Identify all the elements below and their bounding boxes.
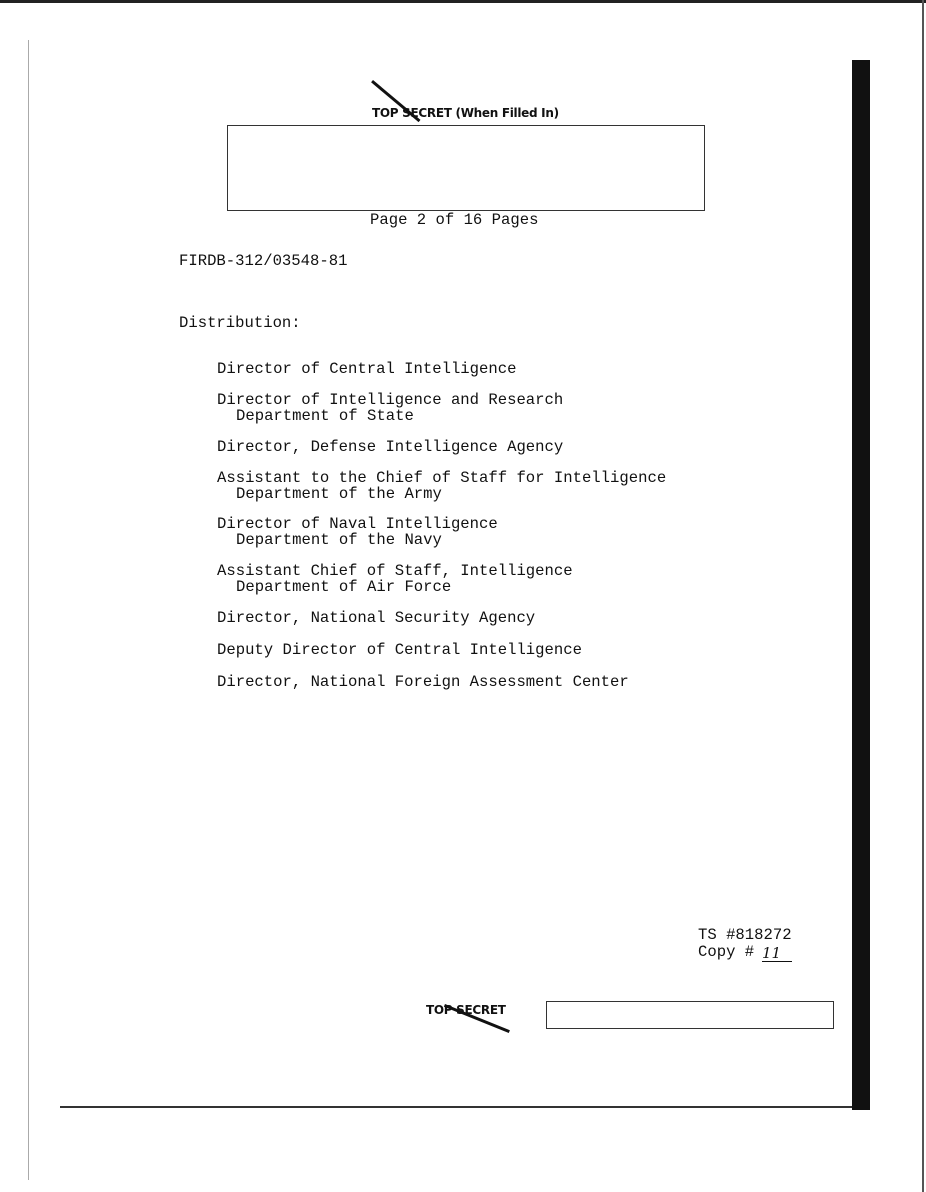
- distribution-entry: Director of Naval Intelligence: [217, 515, 498, 533]
- footer-classification: TOP SECRET: [426, 1003, 506, 1017]
- distribution-entry: Director of Central Intelligence: [217, 360, 517, 378]
- distribution-entry: Director, National Security Agency: [217, 609, 536, 627]
- distribution-entry: Assistant Chief of Staff, Intelligence: [217, 562, 573, 580]
- distribution-entry-sub: Department of Air Force: [236, 578, 452, 596]
- ts-number: TS #818272: [698, 926, 792, 944]
- scan-bottom-line: [60, 1106, 852, 1108]
- scan-top-border: [0, 0, 926, 3]
- distribution-entry: Director, National Foreign Assessment Center: [217, 673, 629, 691]
- distribution-label: Distribution:: [179, 314, 301, 332]
- document-id: FIRDB-312/03548-81: [179, 252, 348, 270]
- distribution-entry: Director of Intelligence and Research: [217, 391, 564, 409]
- page-indicator: Page 2 of 16 Pages: [370, 211, 539, 229]
- distribution-entry: Assistant to the Chief of Staff for Intelligence: [217, 469, 667, 487]
- scan-left-edge: [28, 40, 29, 1180]
- footer-box: [546, 1001, 834, 1029]
- copy-number-handwritten: 11: [762, 945, 792, 962]
- copy-label: Copy #: [698, 943, 755, 961]
- distribution-entry: Deputy Director of Central Intelligence: [217, 641, 582, 659]
- scan-black-bar: [852, 60, 870, 1110]
- distribution-entry-sub: Department of the Navy: [236, 531, 442, 549]
- distribution-entry-sub: Department of State: [236, 407, 414, 425]
- scan-right-border: [922, 0, 924, 1192]
- distribution-entry-sub: Department of the Army: [236, 485, 442, 503]
- header-box: [227, 125, 705, 211]
- header-classification: TOP SECRET (When Filled In): [372, 106, 559, 120]
- distribution-entry: Director, Defense Intelligence Agency: [217, 438, 564, 456]
